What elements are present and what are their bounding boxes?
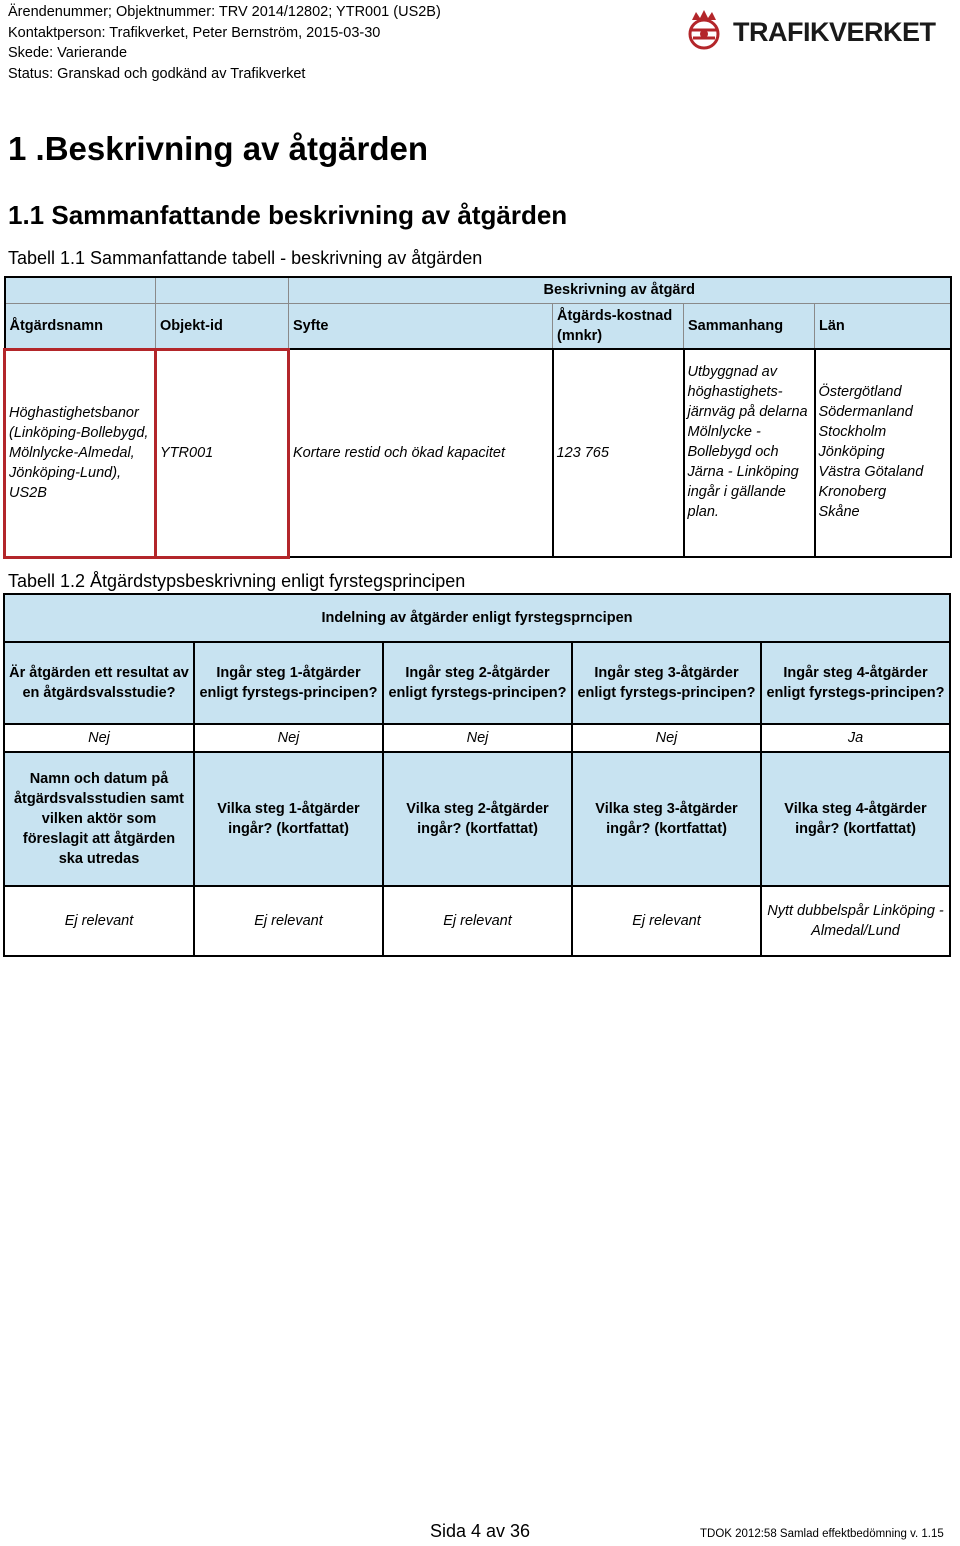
cell-syfte: Kortare restid och ökad kapacitet [289, 349, 553, 557]
lan-item: Kronoberg [818, 484, 887, 500]
meta-status: Status: Granskad och godkänd av Trafikverket [8, 65, 306, 82]
answer-cell: Ej relevant [4, 886, 194, 956]
page-number: Sida 4 av 36 [430, 1521, 531, 1541]
cell-objekt-id: YTR001 [156, 349, 289, 557]
lan-item: Södermanland [818, 404, 913, 420]
cell-lan [815, 349, 951, 557]
question-cell: Vilka steg 4-åtgärder ingår? (kortfattat) [761, 752, 950, 886]
answer-cell: Nej [572, 724, 761, 752]
table1-caption: Tabell 1.1 Sammanfattande tabell - beskrivning av åtgärden [8, 248, 483, 268]
answer-cell: Ej relevant [572, 886, 761, 956]
answer-cell: Nej [383, 724, 572, 752]
group-header: Beskrivning av åtgärd [289, 277, 951, 303]
header-sammanhang: Sammanhang [684, 303, 815, 349]
header-kostnad: Åtgärds-kostnad (mnkr) [553, 303, 684, 349]
table-row [4, 724, 950, 752]
header-lan: Län [815, 303, 951, 349]
lan-item: Jönköping [818, 444, 885, 460]
cell-atgardsnamn: Höghastighetsbanor (Linköping-Bollebygd, Mölnlycke-Almedal, Jönköping-Lund), US2B [5, 349, 156, 557]
question-cell: Vilka steg 1-åtgärder ingår? (kortfattat) [194, 752, 383, 886]
cell-sammanhang: Utbyggnad av höghastighets-järnväg på delarna Mölnlycke - Bollebygd och Järna - Linköping ingår i gällande plan. [684, 349, 815, 557]
lan-item: Västra Götaland [818, 464, 924, 480]
question-cell: Ingår steg 3-åtgärder enligt fyrstegs-principen? [572, 642, 761, 724]
summary-table [3, 276, 952, 559]
table-row [4, 886, 950, 956]
answer-cell: Nytt dubbelspår Linköping - Almedal/Lund [761, 886, 950, 956]
question-cell: Vilka steg 3-åtgärder ingår? (kortfattat) [572, 752, 761, 886]
lan-item: Stockholm [818, 424, 887, 440]
table2-title: Indelning av åtgärder enligt fyrstegsprncipen [4, 594, 950, 642]
meta-contact: Kontaktperson: Trafikverket, Peter Bernström, 2015-03-30 [8, 24, 381, 41]
header-objekt-id: Objekt-id [156, 303, 289, 349]
table2-caption: Tabell 1.2 Åtgärdstypsbeskrivning enligt fyrstegsprincipen [8, 571, 466, 591]
question-cell: Ingår steg 4-åtgärder enligt fyrstegs-principen? [761, 642, 950, 724]
logo-wordmark: TRAFIKVERKET [733, 17, 936, 47]
table-row [4, 642, 950, 724]
crown-icon [683, 8, 725, 52]
answer-cell: Ja [761, 724, 950, 752]
answer-cell: Ej relevant [383, 886, 572, 956]
question-cell: Ingår steg 1-åtgärder enligt fyrstegs-principen? [194, 642, 383, 724]
meta-case-number: Ärendenummer; Objektnummer: TRV 2014/12802; YTR001 (US2B) [8, 4, 441, 20]
document-metadata [8, 2, 441, 84]
four-step-table [3, 593, 951, 957]
answer-cell: Ej relevant [194, 886, 383, 956]
question-cell: Vilka steg 2-åtgärder ingår? (kortfattat) [383, 752, 572, 886]
cell-kostnad: 123 765 [553, 349, 684, 557]
question-cell: Namn och datum på åtgärdsvalsstudien samt vilken aktör som föreslagit att åtgärden ska utredas [4, 752, 194, 886]
lan-item: Östergötland [818, 384, 902, 400]
question-cell: Ingår steg 2-åtgärder enligt fyrstegs-principen? [383, 642, 572, 724]
header-syfte: Syfte [289, 303, 553, 349]
lan-item: Skåne [818, 504, 860, 520]
header-atgardsnamn: Åtgärdsnamn [5, 303, 156, 349]
meta-stage: Skede: Varierande [8, 45, 128, 61]
table-row [4, 752, 950, 886]
heading-level-2: 1.1 Sammanfattande beskrivning av åtgärden [8, 200, 568, 230]
question-cell: Är åtgärden ett resultat av en åtgärdsvalsstudie? [4, 642, 194, 724]
answer-cell: Nej [194, 724, 383, 752]
heading-level-1: 1 .Beskrivning av åtgärden [8, 130, 428, 167]
answer-cell: Nej [4, 724, 194, 752]
table-row [5, 349, 951, 557]
document-reference: TDOK 2012:58 Samlad effektbedömning v. 1.15 [700, 1528, 944, 1540]
trafikverket-logo [683, 8, 948, 52]
